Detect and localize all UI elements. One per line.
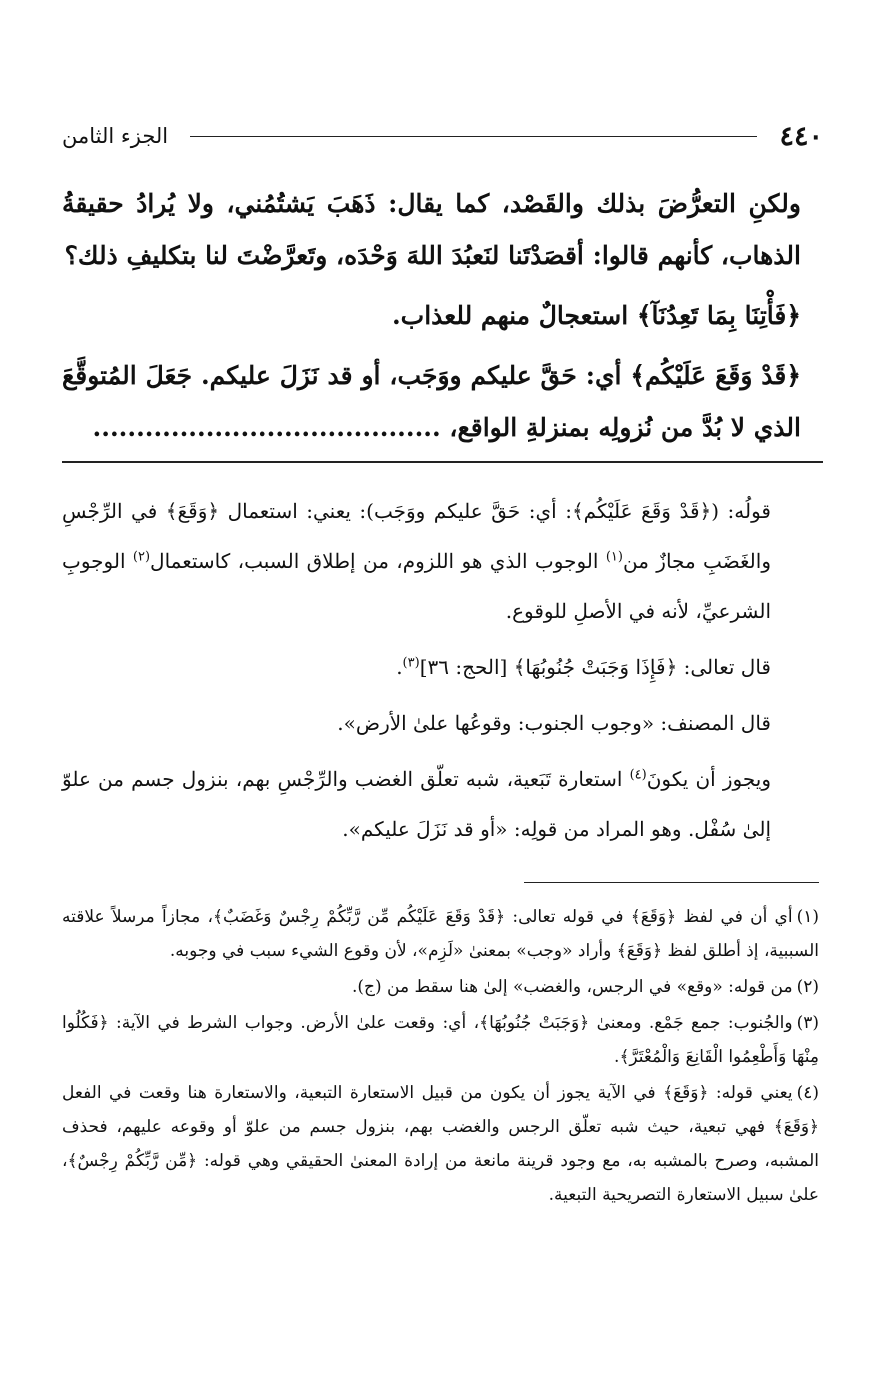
footnote-number: (٣)	[796, 1013, 819, 1033]
commentary-text: الوجوبِ الشرعيِّ، لأنه في الأصلِ للوقوع.	[62, 549, 771, 623]
main-text	[62, 178, 819, 462]
footnote-4	[62, 1076, 819, 1212]
commentary-text: .	[396, 655, 403, 679]
footnote-number: (١)	[796, 907, 819, 927]
commentary-text: ويجوز أن يكونَ	[646, 767, 771, 791]
footnotes	[62, 900, 819, 1214]
text-commentary-divider	[62, 461, 823, 463]
header-rule	[190, 136, 757, 137]
footnote-1	[62, 900, 819, 968]
footnote-text: من قوله: «وقع» في الرجس، والغضب» إلىٰ هنا سقط من (ج).	[351, 977, 793, 997]
commentary-paragraph-2	[62, 642, 819, 692]
footnote-ref-2[interactable]: (٢)	[132, 549, 151, 565]
footnote-ref-1[interactable]: (١)	[605, 549, 623, 565]
commentary-text: قولُه: (﴿قَدْ وَقَعَ عَلَيْكُم﴾: أي: حَقَّ عليكم ووَجَب): يعني: استعمال ﴿وَقَعَ﴾ في الرِّجْسِ والغَضَبِ مجازٌ من	[62, 499, 771, 573]
footnote-number: (٢)	[796, 977, 819, 997]
footnote-text: أي أن في لفظ ﴿وَقَعَ﴾ في قوله تعالى: ﴿قَدْ وَقَعَ عَلَيْكُم مِّن رَّبِّكُمْ رِجْسٌ وَغَضَبٌ﴾، مجازاً مرسلاً علاقته السببية، إذ أطلق لفظ ﴿وَقَعَ﴾ وأراد «وجب» بمعنىٰ «لَزِم»، لأن وقوع الشيء سبب في وجوبه.	[62, 907, 819, 961]
commentary-text: الوجوب الذي هو اللزوم، من إطلاق السبب، كاستعمال	[150, 549, 606, 573]
commentary-text: استعارة تَبَعية، شبه تعلّق الغضب والرِّجْسِ بهم، بنزول جسم من علوّ إلىٰ سُفْل. وهو المراد من قولِه: «أو قد نَزَلَ عليكم».	[62, 767, 771, 841]
commentary	[62, 486, 819, 860]
commentary-paragraph-1	[62, 486, 819, 636]
commentary-text: قال تعالى: ﴿فَإِذَا وَجَبَتْ جُنُوبُهَا﴾ [الحج: ٣٦]	[419, 655, 771, 679]
commentary-paragraph-4	[62, 754, 819, 854]
main-paragraph-1: ولكنِ التعرُّضَ بذلك والقَصْد، كما يقال: ذَهَبَ يَشتُمُني، ولا يُرادُ حقيقةُ الذهاب، كأنهم قالوا: أقصَدْتَنا لنَعبُدَ اللهَ وَحْدَه، وتَعرَّضْتَ لنا بتكليفِ ذلك؟	[62, 189, 801, 270]
footnote-text: والجُنوب: جمع جَمْع. ومعنىٰ ﴿وَجَبَتْ جُنُوبُهَا﴾، أي: وقعت علىٰ الأرض. وجواب الشرط في الآية: ﴿فَكُلُوا مِنْهَا وَأَطْعِمُوا الْقَانِعَ وَالْمُعْتَرَّ﴾.	[62, 1013, 819, 1067]
footnote-ref-4[interactable]: (٤)	[629, 767, 647, 783]
running-header	[62, 118, 823, 154]
commentary-paragraph-3: قال المصنف: «وجوب الجنوب: وقوعُها علىٰ الأرض».	[337, 711, 771, 735]
running-title: الجزء الثامن	[62, 124, 169, 148]
footnote-text: يعني قوله: ﴿وَقَعَ﴾ في الآية يجوز أن يكون من قبيل الاستعارة التبعية، والاستعارة هنا وقعت في الفعل ﴿وَقَعَ﴾ فهي تبعية، حيث شبه تعلّق الرجس والغضب بهم، بنزول جسم من علوّ أو وقوعه عليهم، فحذف المشبه، وصرح بالمشبه به، مع وجود قرينة مانعة من إرادة المعنىٰ الحقيقي وهي قوله: ﴿مِّن رَّبِّكُمْ رِجْسٌ﴾، علىٰ سبيل الاستعارة التصريحية التبعية.	[62, 1083, 819, 1205]
main-paragraph-2: ﴿فَأْتِنَا بِمَا تَعِدُنَآ﴾ استعجالٌ منهم للعذاب.	[391, 301, 801, 330]
footnote-2	[62, 970, 819, 1004]
footnote-divider	[524, 882, 819, 883]
footnote-ref-3[interactable]: (٣)	[402, 655, 420, 671]
page-number: ٤٤٠	[779, 120, 823, 152]
footnote-3	[62, 1006, 819, 1074]
footnote-number: (٤)	[796, 1083, 819, 1103]
main-paragraph-3: ﴿قَدْ وَقَعَ عَلَيْكُم﴾ أي: حَقَّ عليكم ووَجَب، أو قد نَزَلَ عليكم. جَعَلَ المُتوقَّعَ الذي لا بُدَّ من نُزولِه بمنزلةِ الواقع، ........................................	[62, 361, 801, 442]
